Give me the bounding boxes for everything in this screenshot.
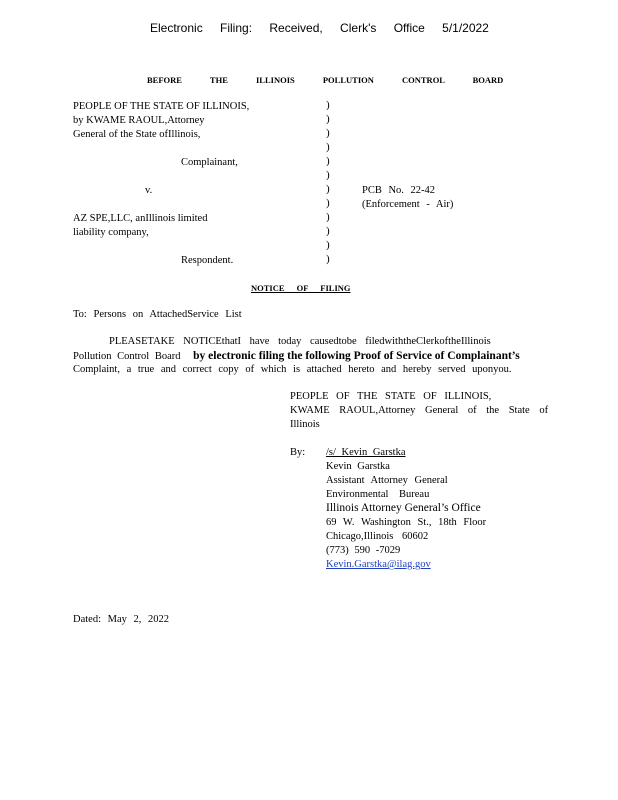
respondent-line-1: AZ SPE,LLC, anIllinois limited (73, 213, 208, 224)
party-line-2: KWAME RAOUL,Attorney General of the State of (290, 405, 549, 416)
body-line-1: PLEASETAKE NOTICEthatI have today causedtobe filedwiththeClerkoftheIllinois (109, 336, 491, 347)
complainant-line-1: PEOPLE OF THE STATE OF ILLINOIS, (73, 101, 250, 112)
filing-header: Electronic Filing: Received, Clerk's Office 5/1/2022 (150, 21, 489, 35)
respondent-label: Respondent. (181, 255, 234, 266)
case-type: (Enforcement - Air) (362, 199, 454, 210)
signer-title: Assistant Attorney General (326, 475, 448, 486)
complainant-label: Complainant, (181, 157, 238, 168)
notice-title: NOTICE OF FILING (251, 283, 351, 293)
party-line-3: Illinois (290, 419, 320, 430)
by-label: By: (290, 447, 306, 458)
signature-line: /s/ Kevin Garstka (326, 447, 406, 458)
case-number: PCB No. 22-42 (362, 185, 436, 196)
signer-phone: (773) 590 -7029 (326, 545, 401, 556)
signer-bureau: Environmental Bureau (326, 489, 430, 500)
signer-office: Illinois Attorney General’s Office (326, 502, 481, 514)
versus: v. (145, 185, 153, 196)
complainant-line-3: General of the State ofIllinois, (73, 129, 201, 140)
complainant-line-2: by KWAME RAOUL,Attorney (73, 115, 205, 126)
caption-paren-column: ) ) ) ) ) ) ) ) ) ) ) ) (326, 99, 330, 265)
signer-email-link[interactable]: Kevin.Garstka@ilag.gov (326, 559, 431, 570)
body-line-2: Pollution Control Board by electronic filing the following Proof of Service of Complainant’s (73, 350, 520, 362)
signer-name: Kevin Garstka (326, 461, 390, 472)
signer-city: Chicago,Illinois 60602 (326, 531, 429, 542)
to-line: To: Persons on AttachedService List (73, 309, 242, 320)
signer-street: 69 W. Washington St., 18th Floor (326, 517, 487, 528)
board-title: BEFORE THE ILLINOIS POLLUTION CONTROL BOARD (147, 75, 504, 85)
respondent-line-2: liability company, (73, 227, 149, 238)
body-line-3: Complaint, a true and correct copy of which is attached hereto and hereby served uponyou. (73, 364, 512, 375)
party-line-1: PEOPLE OF THE STATE OF ILLINOIS, (290, 391, 492, 402)
dated-line: Dated: May 2, 2022 (73, 614, 169, 625)
